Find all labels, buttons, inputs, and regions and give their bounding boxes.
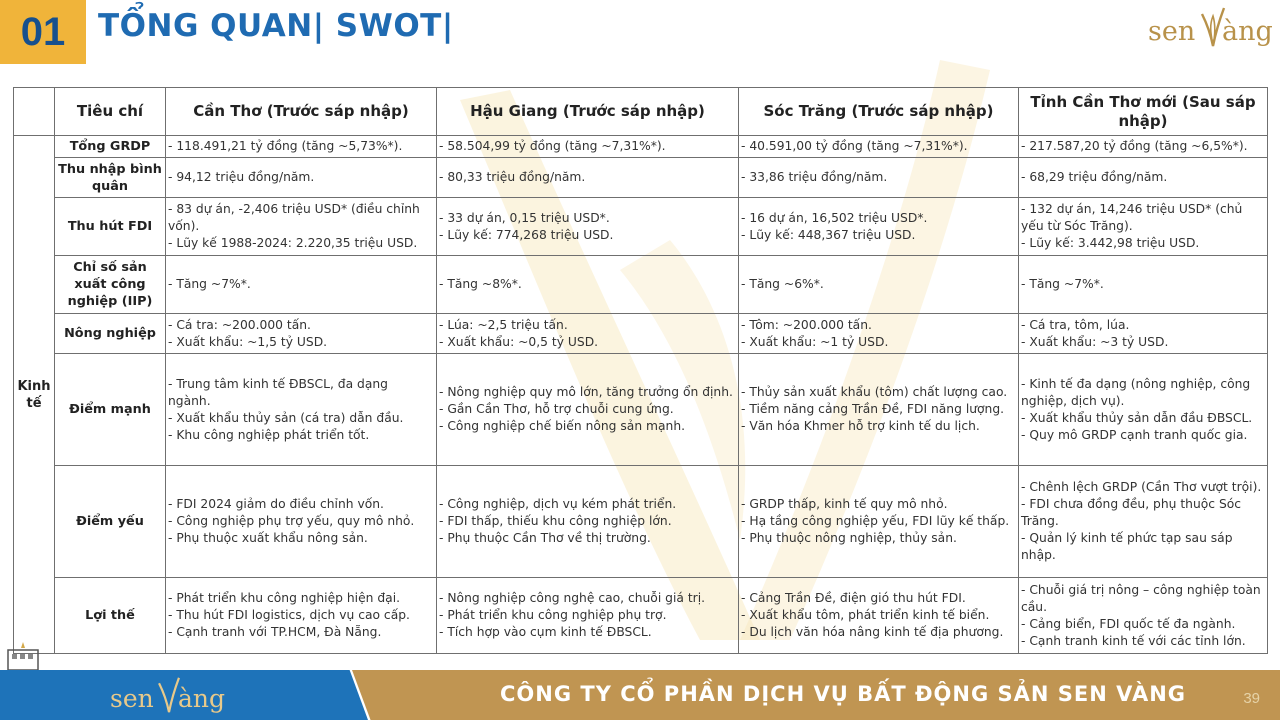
- cell-line: - Lũy kế 1988-2024: 2.220,35 triệu USD.: [168, 236, 418, 250]
- cell-line: - Chuỗi giá trị nông – công nghiệp toàn cầu.: [1021, 582, 1261, 614]
- criterion-cell: Lợi thế: [55, 578, 166, 654]
- column-header: [14, 88, 55, 136]
- group-label: Kinh tế: [14, 136, 55, 654]
- cell-line: - Xuất khẩu: ~1 tỷ USD.: [741, 334, 889, 349]
- swot-table: [13, 87, 1268, 654]
- value-cell: [166, 314, 437, 354]
- table-row: [14, 136, 1268, 158]
- value-cell: [437, 314, 739, 354]
- table-row: [14, 256, 1268, 314]
- table-row: [14, 198, 1268, 256]
- cell-line: - Tăng ~7%*.: [1021, 277, 1104, 291]
- cell-line: - FDI thấp, thiếu khu công nghiệp lớn.: [439, 514, 672, 528]
- cell-line: - Phụ thuộc xuất khẩu nông sản.: [168, 531, 368, 545]
- cell-line: - 217.587,20 tỷ đồng (tăng ~6,5%*).: [1021, 139, 1248, 153]
- criterion-cell: Điểm yếu: [55, 466, 166, 578]
- cell-line: - GRDP thấp, kinh tế quy mô nhỏ.: [741, 497, 948, 511]
- cell-line: - Trung tâm kinh tế ĐBSCL, đa dạng ngành.: [168, 376, 388, 408]
- value-cell: [739, 354, 1019, 466]
- value-cell: [166, 256, 437, 314]
- cell-line: - FDI 2024 giảm do điều chỉnh vốn.: [168, 497, 384, 511]
- table-header-row: [14, 88, 1268, 136]
- cell-line: - Quản lý kinh tế phức tạp sau sáp nhập.: [1021, 531, 1233, 562]
- value-cell: [166, 158, 437, 198]
- cell-line: - Gần Cần Thơ, hỗ trợ chuỗi cung ứng.: [439, 402, 674, 416]
- cell-line: - Tôm: ~200.000 tấn.: [741, 317, 872, 332]
- cell-line: - Quy mô GRDP cạnh tranh quốc gia.: [1021, 427, 1248, 442]
- value-cell: [739, 578, 1019, 654]
- value-cell: [739, 158, 1019, 198]
- cell-line: - Công nghiệp chế biến nông sản mạnh.: [439, 419, 686, 433]
- footer-bar: sen àng CÔNG TY CỔ PHẦN DỊCH VỤ BẤT ĐỘNG SẢN SEN VÀNG 39: [0, 670, 1280, 720]
- value-cell: [437, 578, 739, 654]
- cell-line: - Công nghiệp phụ trợ yếu, quy mô nhỏ.: [168, 514, 415, 528]
- cell-line: - Nông nghiệp công nghệ cao, chuỗi giá trị.: [439, 591, 706, 605]
- cell-line: - Lúa: ~2,5 triệu tấn.: [439, 317, 568, 332]
- cell-line: - Hạ tầng công nghiệp yếu, FDI lũy kế thấp.: [741, 514, 1010, 528]
- value-cell: [1019, 578, 1268, 654]
- cell-line: - Phát triển khu công nghiệp phụ trợ.: [439, 608, 667, 622]
- criterion-cell: Điểm mạnh: [55, 354, 166, 466]
- cell-line: - Thủy sản xuất khẩu (tôm) chất lượng cao.: [741, 385, 1008, 399]
- table-row: [14, 466, 1268, 578]
- value-cell: [166, 578, 437, 654]
- cell-line: - 33,86 triệu đồng/năm.: [741, 170, 888, 184]
- cell-line: - Xuất khẩu thủy sản dẫn đầu ĐBSCL.: [1021, 410, 1253, 425]
- cell-line: - Chênh lệch GRDP (Cần Thơ vượt trội).: [1021, 480, 1262, 494]
- cell-line: - Xuất khẩu: ~1,5 tỷ USD.: [168, 334, 328, 349]
- value-cell: [166, 136, 437, 158]
- cell-line: - 118.491,21 tỷ đồng (tăng ~5,73%*).: [168, 139, 403, 153]
- cell-line: - Cạnh tranh với TP.HCM, Đà Nẵng.: [168, 625, 382, 639]
- value-cell: [166, 198, 437, 256]
- table-row: [14, 314, 1268, 354]
- cell-line: - Cảng Trần Đề, điện gió thu hút FDI.: [741, 591, 966, 605]
- cell-line: - 94,12 triệu đồng/năm.: [168, 170, 315, 184]
- value-cell: [437, 198, 739, 256]
- cell-line: - Tích hợp vào cụm kinh tế ĐBSCL.: [439, 625, 652, 639]
- page-number: 39: [1243, 690, 1260, 707]
- value-cell: [1019, 256, 1268, 314]
- column-header: Tiêu chí: [55, 88, 166, 136]
- cell-line: - Lũy kế: 3.442,98 triệu USD.: [1021, 236, 1200, 250]
- cell-line: - Lũy kế: 448,367 triệu USD.: [741, 227, 916, 242]
- cell-line: - Tiềm năng cảng Trần Đề, FDI năng lượng.: [741, 402, 1005, 416]
- value-cell: [739, 136, 1019, 158]
- column-header: Tỉnh Cần Thơ mới (Sau sáp nhập): [1019, 88, 1268, 136]
- value-cell: [1019, 314, 1268, 354]
- value-cell: [437, 256, 739, 314]
- cell-line: - Tăng ~7%*.: [168, 277, 251, 291]
- cell-line: - Cá tra: ~200.000 tấn.: [168, 317, 311, 332]
- cell-line: - Xuất khẩu tôm, phát triển kinh tế biển.: [741, 608, 990, 622]
- page-title: TỔNG QUAN| SWOT|: [98, 8, 454, 44]
- cell-line: - Xuất khẩu: ~3 tỷ USD.: [1021, 334, 1169, 349]
- cell-line: - Công nghiệp, dịch vụ kém phát triển.: [439, 497, 677, 511]
- brand-logo: sen àng: [1148, 6, 1270, 50]
- criterion-cell: Thu nhập bình quân: [55, 158, 166, 198]
- value-cell: [437, 354, 739, 466]
- cell-line: - FDI chưa đồng đều, phụ thuộc Sóc Trăng.: [1021, 497, 1242, 528]
- value-cell: [739, 256, 1019, 314]
- value-cell: [1019, 136, 1268, 158]
- cell-line: - Nông nghiệp quy mô lớn, tăng trưởng ổn định.: [439, 385, 733, 399]
- cell-line: - 80,33 triệu đồng/năm.: [439, 170, 586, 184]
- cell-line: - Tăng ~8%*.: [439, 277, 522, 291]
- table-row: [14, 158, 1268, 198]
- column-header: Cần Thơ (Trước sáp nhập): [166, 88, 437, 136]
- cell-line: - 16 dự án, 16,502 triệu USD*.: [741, 210, 928, 225]
- cell-line: - 33 dự án, 0,15 triệu USD*.: [439, 210, 610, 225]
- cell-line: - 58.504,99 tỷ đồng (tăng ~7,31%*).: [439, 139, 666, 153]
- section-number: 01: [0, 0, 86, 64]
- value-cell: [739, 314, 1019, 354]
- value-cell: [166, 466, 437, 578]
- cell-line: - Xuất khẩu thủy sản (cá tra) dẫn đầu.: [168, 410, 404, 425]
- cell-line: - Cạnh tranh kinh tế với các tỉnh lớn.: [1021, 633, 1246, 648]
- cell-line: - Lũy kế: 774,268 triệu USD.: [439, 227, 614, 242]
- cell-line: - Phát triển khu công nghiệp hiện đại.: [168, 591, 401, 605]
- cell-line: - Tăng ~6%*.: [741, 277, 824, 291]
- value-cell: [1019, 354, 1268, 466]
- cell-line: - Thu hút FDI logistics, dịch vụ cao cấp.: [168, 608, 410, 622]
- cell-line: - Phụ thuộc Cần Thơ về thị trường.: [439, 531, 651, 545]
- cell-line: - 83 dự án, -2,406 triệu USD* (điều chỉnh vốn).: [168, 202, 420, 233]
- value-cell: [437, 158, 739, 198]
- cell-line: - 68,29 triệu đồng/năm.: [1021, 170, 1168, 184]
- cell-line: - Xuất khẩu: ~0,5 tỷ USD.: [439, 334, 599, 349]
- cell-line: - Cá tra, tôm, lúa.: [1021, 317, 1130, 332]
- cell-line: - 132 dự án, 14,246 triệu USD* (chủ yếu từ Sóc Trăng).: [1021, 202, 1243, 233]
- company-name: CÔNG TY CỔ PHẦN DỊCH VỤ BẤT ĐỘNG SẢN SEN VÀNG: [500, 682, 1187, 706]
- value-cell: [437, 136, 739, 158]
- cell-line: - Du lịch văn hóa nâng kinh tế địa phương.: [741, 625, 1004, 639]
- value-cell: [437, 466, 739, 578]
- value-cell: [739, 466, 1019, 578]
- building-icon: [4, 640, 42, 672]
- cell-line: - 40.591,00 tỷ đồng (tăng ~7,31%*).: [741, 139, 968, 153]
- criterion-cell: Nông nghiệp: [55, 314, 166, 354]
- column-header: Hậu Giang (Trước sáp nhập): [437, 88, 739, 136]
- value-cell: [1019, 158, 1268, 198]
- table-row: [14, 578, 1268, 654]
- criterion-cell: Chỉ số sản xuất công nghiệp (IIP): [55, 256, 166, 314]
- cell-line: - Cảng biển, FDI quốc tế đa ngành.: [1021, 616, 1236, 631]
- criterion-cell: Thu hút FDI: [55, 198, 166, 256]
- criterion-cell: Tổng GRDP: [55, 136, 166, 158]
- column-header: Sóc Trăng (Trước sáp nhập): [739, 88, 1019, 136]
- value-cell: [739, 198, 1019, 256]
- cell-line: - Kinh tế đa dạng (nông nghiệp, công nghiệp, dịch vụ).: [1021, 376, 1251, 408]
- table-row: [14, 354, 1268, 466]
- value-cell: [1019, 466, 1268, 578]
- cell-line: - Phụ thuộc nông nghiệp, thủy sản.: [741, 531, 957, 545]
- cell-line: - Khu công nghiệp phát triển tốt.: [168, 427, 370, 442]
- value-cell: [1019, 198, 1268, 256]
- cell-line: - Văn hóa Khmer hỗ trợ kinh tế du lịch.: [741, 419, 980, 433]
- value-cell: [166, 354, 437, 466]
